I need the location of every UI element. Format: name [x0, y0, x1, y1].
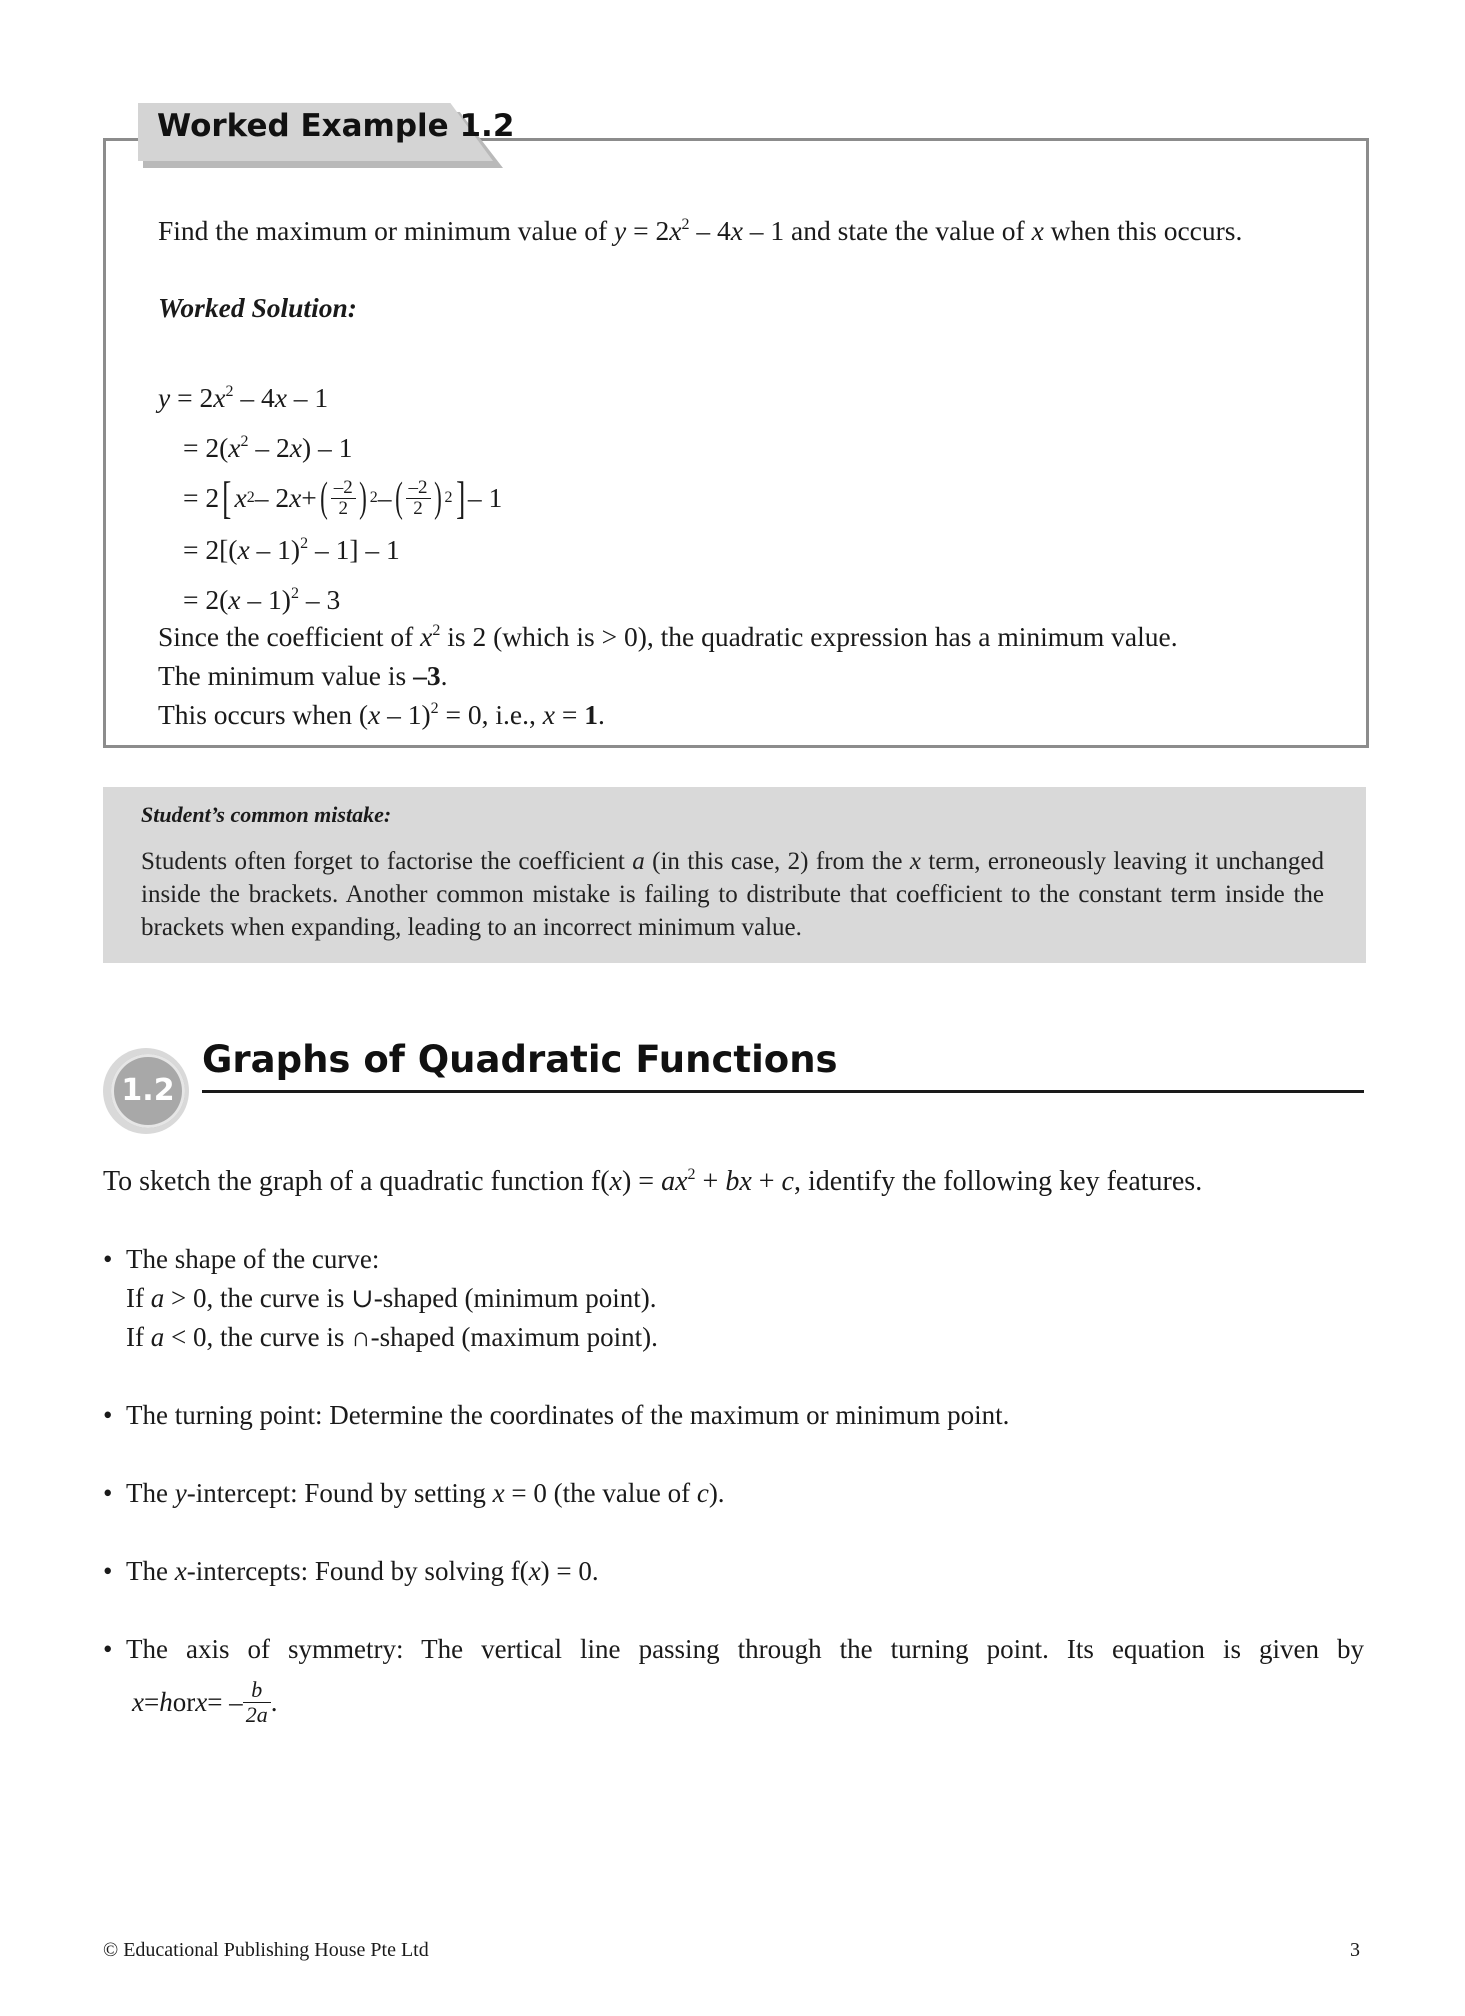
solution-label: Worked Solution:: [158, 292, 357, 323]
minimum-value-statement: The minimum value is –3.: [158, 660, 448, 691]
solution-step-1: $y = 2x^2 - 4x - 1$: [158, 382, 329, 413]
common-mistake-body: Students often forget to factorise the coefficient a (in this case, 2) from the x term, erroneously leaving it unchanged inside the brackets. Another common mistake is failing to distribute that coefficient to the constant term inside the brackets when expanding, leading to an incorrect minimum value.: [141, 848, 1325, 941]
fraction-b-over-2a: $\frac{b}{2a}$: [243, 1678, 271, 1725]
bullet-x-intercepts: The x-intercepts: Found by solving f(x) = 0.: [126, 1556, 599, 1586]
section-number: 1.2: [121, 1073, 175, 1108]
bullet-marker-turning: •: [103, 1400, 113, 1430]
bullet-shape-heading: The shape of the curve:: [126, 1244, 380, 1274]
coefficient-statement: Since the coefficient of $x^2$ is 2 (which is > 0), the quadratic expression has a minimum value.: [158, 621, 1178, 652]
bullet-shape-max: If a < 0, the curve is ∩-shaped (maximum point).: [126, 1322, 658, 1352]
bullet-shape-min: If a > 0, the curve is ∪-shaped (minimum point).: [126, 1283, 657, 1313]
bullet-axis-of-symmetry: The axis of symmetry: The vertical line passing through the turning point. Its equation is given by: [126, 1634, 1364, 1664]
fraction-neg2-over-2-second: $\frac{-2}{2}$: [406, 478, 431, 519]
fraction-neg2-over-2: $\frac{-2}{2}$: [331, 478, 356, 519]
question-text: Find the maximum or minimum value of $y = 2x^2 - 4x - 1$ and state the value of x when this occurs.: [158, 215, 1243, 246]
page-number: 3: [1350, 1939, 1360, 1961]
worked-example-title: Worked Example 1.2: [157, 108, 515, 144]
common-mistake-title: Student’s common mistake:: [141, 802, 392, 827]
footer-copyright: © Educational Publishing House Pte Ltd: [103, 1939, 429, 1961]
bullet-marker-yint: •: [103, 1478, 113, 1508]
intro-paragraph: To sketch the graph of a quadratic function $f(x) = ax^2$ + bx + c, identify the following key features.: [103, 1166, 1203, 1197]
occurs-statement: This occurs when (x – 1)$^2$ = 0, i.e., x = 1.: [158, 699, 605, 730]
solution-step-3: = 2 [ x 2 – 2 x + ( $\frac{-2}{2}$ ) 2 – ( $\frac{-2}{2}$ ) 2 ] – 1: [183, 472, 503, 523]
solution-step-5: = 2(x – 1)$^2$ – 3: [183, 584, 341, 615]
bullet-marker-axis: •: [103, 1634, 113, 1664]
bullet-marker-xint: •: [103, 1556, 113, 1586]
section-title-rule: [202, 1090, 1364, 1093]
axis-equation: x = h or x = – $\frac{b}{2a}$ .: [132, 1677, 278, 1727]
bullet-y-intercept: The y-intercept: Found by setting x = 0 (the value of c).: [126, 1478, 725, 1508]
solution-step-4: = 2[(x – 1)$^2$ – 1] – 1: [183, 534, 400, 565]
bullet-marker-shape: •: [103, 1244, 113, 1274]
section-title: Graphs of Quadratic Functions: [202, 1038, 838, 1081]
bullet-turning-point: The turning point: Determine the coordinates of the maximum or minimum point.: [126, 1400, 1010, 1430]
solution-step-2: = $2(x^2 - 2x) - 1$: [183, 432, 353, 463]
